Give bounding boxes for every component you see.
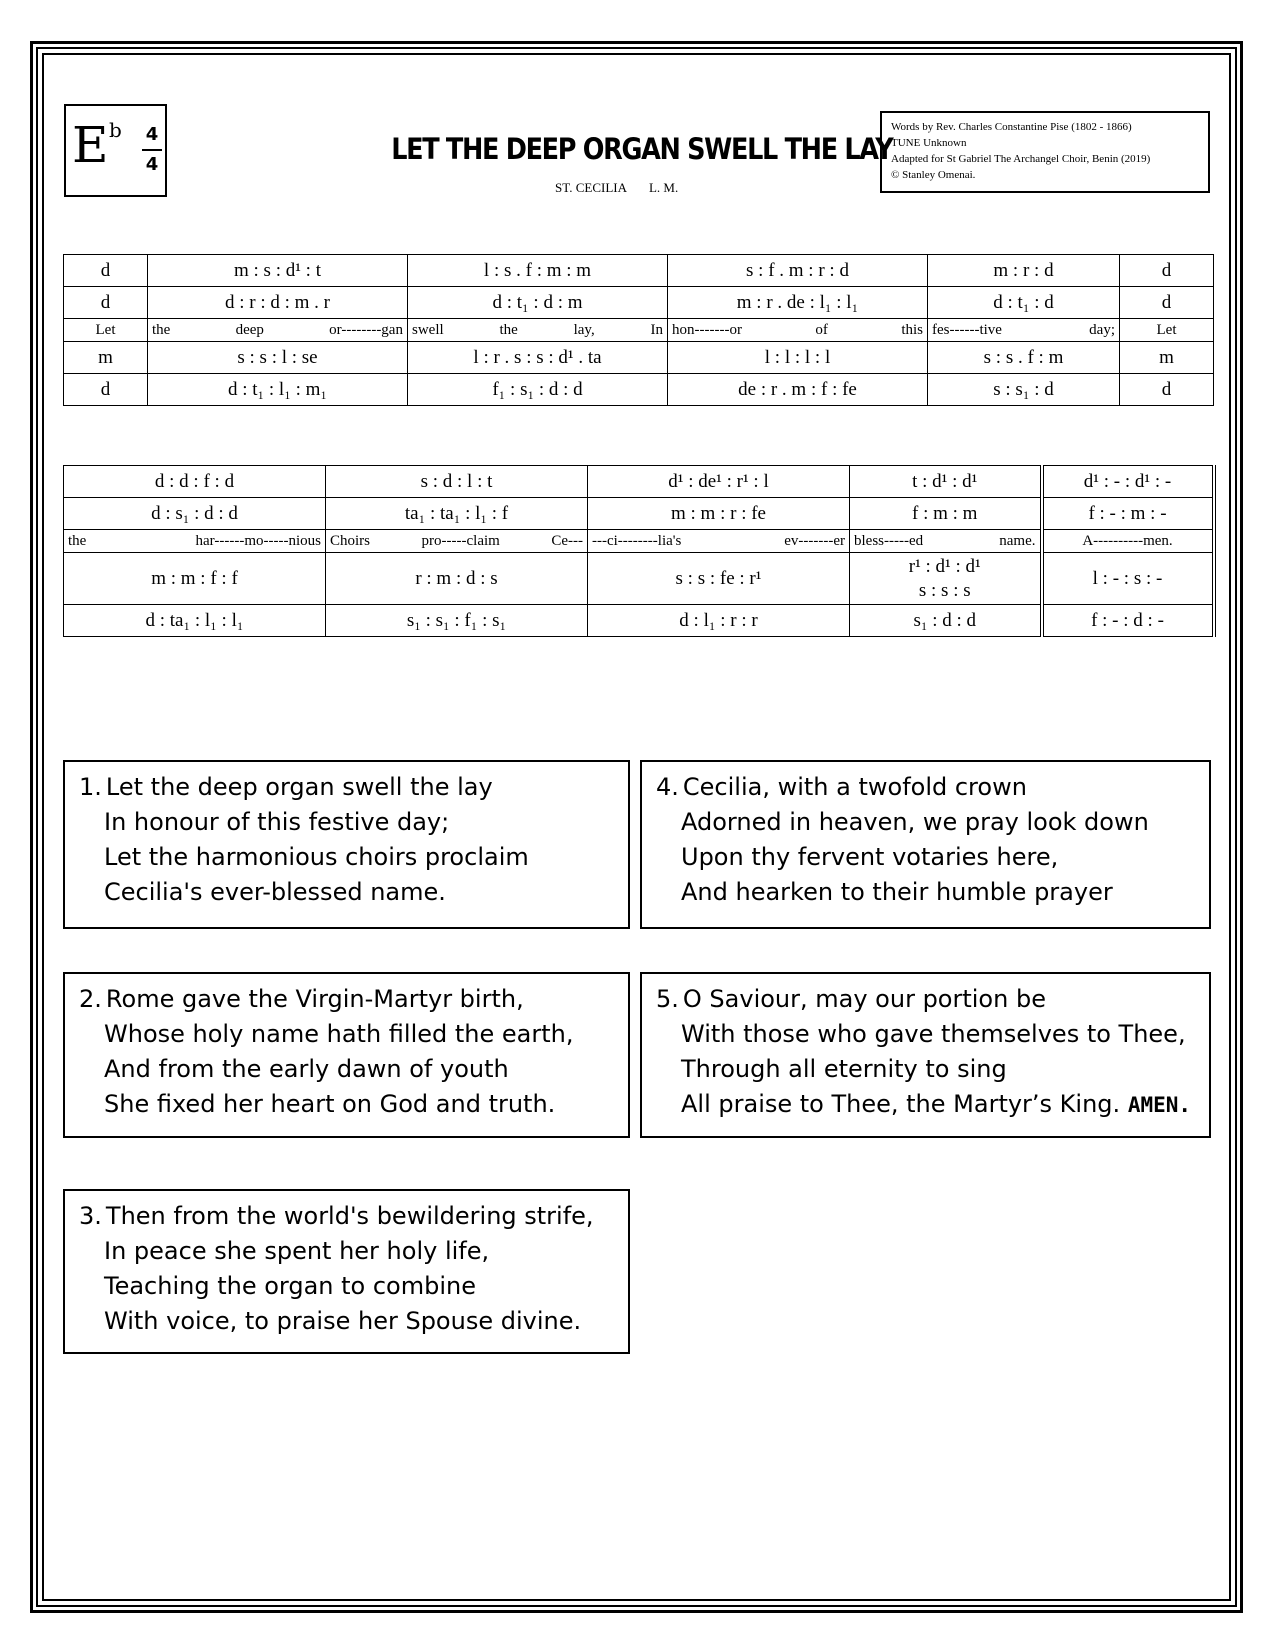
lyric-syllable: hon-------or [672,321,742,338]
note-cell: l : r . s : s : d¹ . ta [408,342,668,374]
verse-line: Cecilia's ever-blessed name. [104,878,446,906]
note-cell: d [64,287,148,319]
time-denominator: 4 [145,154,159,175]
credit-adapted: Adapted for St Gabriel The Archangel Choir, Benin (2019) [891,153,1151,165]
verse-line: With those who gave themselves to Thee, [681,1020,1186,1048]
soprano-row [64,466,1214,498]
note-cell: d [1120,287,1214,319]
note-cell: ta₁ : ta₁ : l₁ : f [326,498,588,530]
note-cell: m : m : r : fe [588,498,850,530]
verse-line-text: Rome gave the Virgin-Martyr birth, [105,985,524,1013]
note-cell: m [1120,342,1214,374]
verse-line-text: All praise to Thee, the Martyr’s King. [681,1090,1121,1118]
credit-words: Words by Rev. Charles Constantine Pise (1802 - 1866) [891,121,1132,133]
lyric-syllable: day; [1089,321,1115,338]
note-cell: m [64,342,148,374]
note-cell: s₁ : d : d [850,605,1042,637]
note-cell: s₁ : s₁ : f₁ : s₁ [326,605,588,637]
flat-sign: b [109,118,122,142]
verse-line: In peace she spent her holy life, [104,1237,490,1265]
credit-tune: TUNE Unknown [891,137,967,149]
hymn-title: LET THE DEEP ORGAN SWELL THE LAY [391,132,893,166]
key-letter: E [72,116,109,174]
lyric-syllable: A----------men. [1082,532,1173,549]
tenor-lower: s : s : s [918,579,971,601]
note-cell: d : l₁ : r : r [588,605,850,637]
solfa-system-1 [63,254,1214,406]
lyric-cell [668,319,928,342]
lyric-cell [64,319,148,342]
meter: L. M. [648,180,679,195]
note-cell: s : f . m : r : d [668,255,928,287]
verse-line: Upon thy fervent votaries here, [681,843,1059,871]
note-cell: d : t₁ : l₁ : m₁ [148,374,408,406]
time-signature [142,126,162,174]
lyric-syllable: the [152,321,171,338]
tenor-row [64,553,1214,605]
verse-line: In honour of this festive day; [104,808,450,836]
lyric-cell [588,530,850,553]
alto-row [64,287,1214,319]
time-divider [142,149,162,151]
note-cell: l : l : l : l [668,342,928,374]
key-signature-box [64,104,167,197]
lyric-syllable: pro-----claim [421,532,500,549]
lyric-cell [64,530,326,553]
lyric-syllable: fes------tive [932,321,1002,338]
note-cell: f₁ : s₁ : d : d [408,374,668,406]
verse-line [656,1087,1209,1123]
note-cell: m : r : d [928,255,1120,287]
note-cell: f : m : m [850,498,1042,530]
note-cell: f : - : m : - [1042,498,1214,530]
verse-2 [63,972,630,1138]
verse-line [656,982,1209,1017]
lyric-syllable: Let [95,321,116,338]
lyric-cell [326,530,588,553]
alto-row [64,498,1214,530]
note-cell: s : d : l : t [326,466,588,498]
lyric-syllable: the [499,321,518,338]
verse-number: 2. [79,985,102,1013]
verse-line: Adorned in heaven, we pray look down [681,808,1149,836]
verse-1 [63,760,630,929]
verse-number: 3. [79,1202,102,1230]
note-cell: m : r . de : l₁ : l₁ [668,287,928,319]
lyric-cell [1120,319,1214,342]
verse-line-text: Let the deep organ swell the lay [105,773,493,801]
lyric-syllable: Choirs [330,532,371,549]
lyric-syllable: ev-------er [784,532,845,549]
time-numerator: 4 [145,124,159,145]
note-cell: d : t₁ : d : m [408,287,668,319]
verse-line-text: Cecilia, with a twofold crown [682,773,1027,801]
verse-line: Let the harmonious choirs proclaim [104,843,529,871]
tenor-upper: r¹ : d¹ : d¹ [908,555,981,577]
lyric-cell [148,319,408,342]
lyric-syllable: In [650,321,663,338]
note-cell: s : s . f : m [928,342,1120,374]
note-cell: s : s₁ : d [928,374,1120,406]
note-cell: d : d : f : d [64,466,326,498]
lyric-syllable: name. [999,532,1036,549]
note-cell: s : s : fe : r¹ [588,553,850,605]
verse-line: And hearken to their humble prayer [681,878,1113,906]
verse-line: Whose holy name hath filled the earth, [104,1020,574,1048]
verse-line: With voice, to praise her Spouse divine. [104,1307,582,1335]
lyric-cell [408,319,668,342]
note-cell: s : s : l : se [148,342,408,374]
verse-line: Through all eternity to sing [681,1055,1007,1083]
lyric-syllable: har------mo-----nious [195,532,321,549]
credits-box [880,111,1210,193]
note-cell-divided [850,553,1042,605]
lyric-syllable: ---ci--------lia's [592,532,682,549]
note-cell: d : t₁ : d [928,287,1120,319]
note-cell: m : m : f : f [64,553,326,605]
lyrics-row [64,319,1214,342]
tune-name: ST. CECILIA [555,180,627,195]
note-cell: l : s . f : m : m [408,255,668,287]
verse-line [79,770,628,805]
note-cell: r : m : d : s [326,553,588,605]
note-cell: de : r . m : f : fe [668,374,928,406]
note-cell: d [64,255,148,287]
note-cell: d [1120,374,1214,406]
verse-number: 5. [656,985,679,1013]
note-cell: d¹ : de¹ : r¹ : l [588,466,850,498]
verse-line: She fixed her heart on God and truth. [104,1090,556,1118]
lyric-syllable: deep [235,321,264,338]
bass-row [64,374,1214,406]
credit-copyright: © Stanley Omenai. [891,169,976,181]
verse-number: 4. [656,773,679,801]
bass-row [64,605,1214,637]
tenor-row [64,342,1214,374]
verse-4 [640,760,1211,929]
verse-number: 1. [79,773,102,801]
verse-line [79,982,628,1017]
lyric-syllable: swell [412,321,444,338]
soprano-row [64,255,1214,287]
tune-info [555,180,678,196]
lyric-syllable: of [815,321,828,338]
note-cell: t : d¹ : d¹ [850,466,1042,498]
verse-3 [63,1189,630,1354]
amen-label: AMEN. [1127,1093,1192,1117]
note-cell: d¹ : - : d¹ : - [1042,466,1214,498]
lyric-syllable: this [901,321,923,338]
verse-line [656,770,1209,805]
note-cell: l : - : s : - [1042,553,1214,605]
verse-line [79,1199,628,1234]
verse-line: And from the early dawn of youth [104,1055,509,1083]
verse-line-text: Then from the world's bewildering strife, [105,1202,594,1230]
verse-line-text: O Saviour, may our portion be [682,985,1046,1013]
note-cell: m : s : d¹ : t [148,255,408,287]
lyric-cell [1042,530,1214,553]
note-cell: d : r : d : m . r [148,287,408,319]
lyrics-row [64,530,1214,553]
verse-5 [640,972,1211,1138]
lyric-syllable: bless-----ed [854,532,924,549]
lyric-syllable: or--------gan [329,321,403,338]
lyric-syllable: Ce--- [551,532,583,549]
lyric-syllable: Let [1156,321,1177,338]
solfa-system-2 [63,465,1216,637]
note-cell: d [64,374,148,406]
verse-line: Teaching the organ to combine [104,1272,476,1300]
lyric-syllable: the [68,532,87,549]
note-cell: d : s₁ : d : d [64,498,326,530]
note-cell: d [1120,255,1214,287]
note-cell: d : ta₁ : l₁ : l₁ [64,605,326,637]
note-cell: f : - : d : - [1042,605,1214,637]
lyric-cell [850,530,1042,553]
lyric-cell [928,319,1120,342]
lyric-syllable: lay, [573,321,595,338]
